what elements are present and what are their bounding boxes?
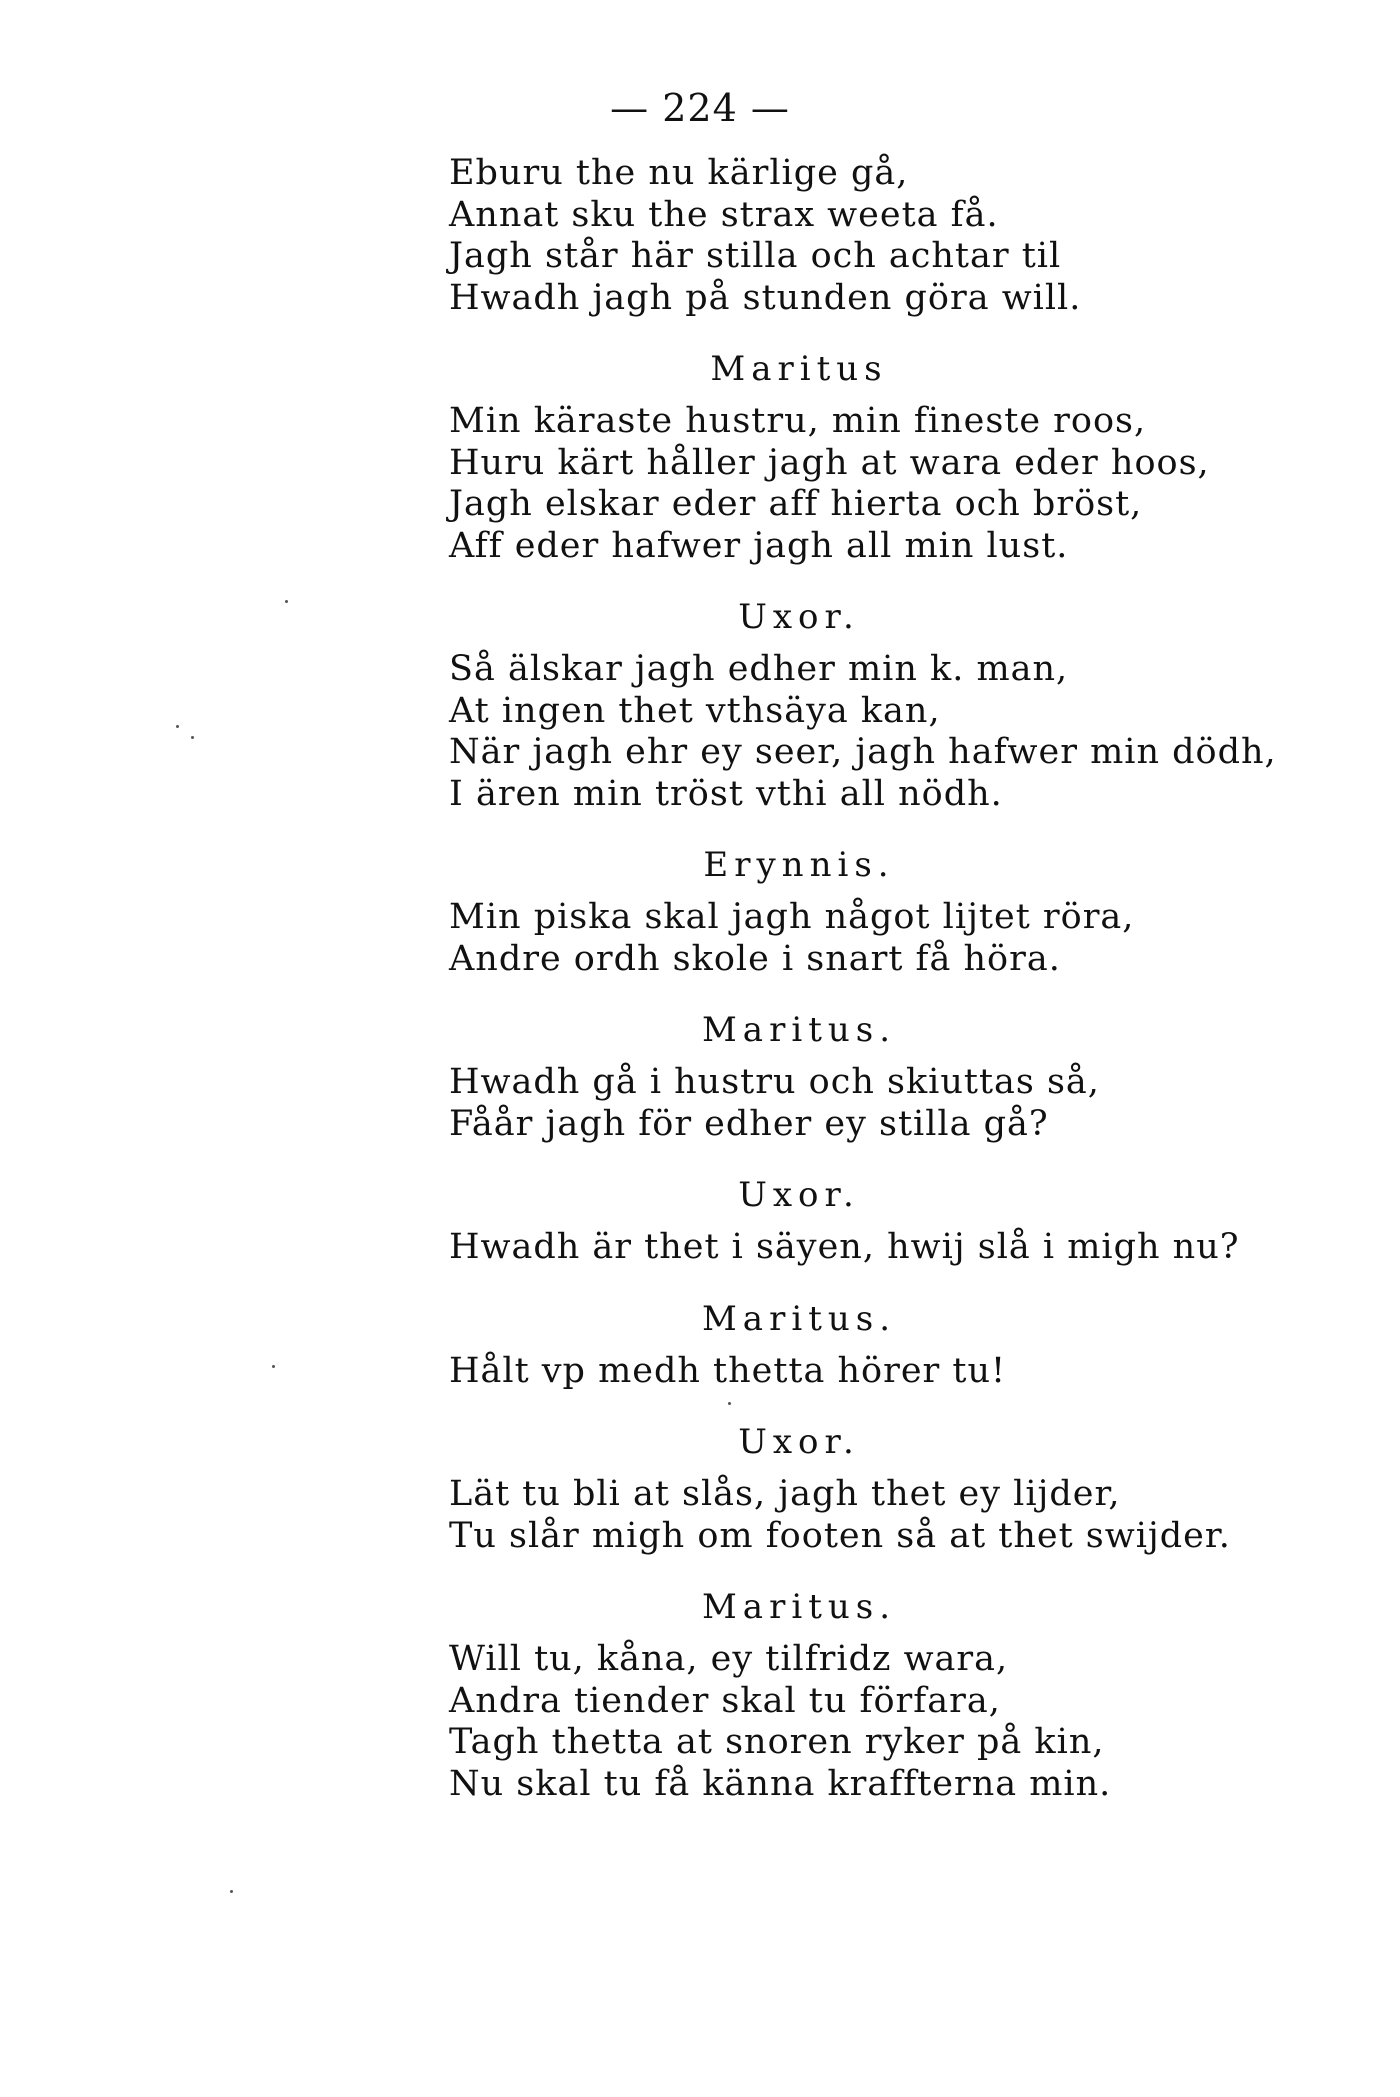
verse-line: Lät tu bli at slås, jagh thet ey lijder,: [449, 1474, 1121, 1514]
speaker-name: Maritus.: [701, 1587, 897, 1627]
verse-line: Hwadh gå i hustru och skiuttas så,: [449, 1062, 1100, 1102]
verse-line: At ingen thet vthsäya kan,: [449, 690, 941, 731]
verse-line: Will tu, kåna, ey tilfridz wara,: [449, 1639, 1009, 1679]
verse-line: Tu slår migh om footen så at thet swijder.: [449, 1515, 1231, 1556]
verse-line: Min käraste hustru, min fineste roos,: [449, 401, 1147, 441]
scan-speck: [285, 600, 288, 603]
speech-block: [449, 843, 1189, 980]
verse-line: Jagh elskar eder aff hierta och bröst,: [449, 484, 1143, 524]
scan-speck: [176, 725, 179, 728]
speech-block: [449, 595, 1277, 815]
scan-speck: [728, 1402, 731, 1405]
verse-line: Fåår jagh för edher ey stilla gå?: [449, 1103, 1049, 1144]
speaker-name: Uxor.: [738, 1175, 860, 1215]
poem-text: [449, 153, 1277, 1805]
verse-line: Så älskar jagh edher min k. man,: [449, 649, 1069, 689]
verse-line: Annat sku the strax weeta få.: [449, 194, 999, 235]
speech-block: [449, 1297, 1189, 1393]
verse-line: Aff eder hafwer jagh all min lust.: [449, 525, 1069, 566]
speech-block: [449, 1173, 1240, 1269]
speaker-name: Maritus: [710, 349, 888, 389]
verse-line: Tagh thetta at snoren ryker på kin,: [449, 1722, 1105, 1762]
scan-speck: [230, 1890, 233, 1893]
verse-line: När jagh ehr ey seer, jagh hafwer min dödh,: [449, 732, 1277, 772]
speaker-name: Maritus.: [701, 1298, 897, 1339]
speech-block: [449, 1008, 1189, 1145]
speaker-name: Maritus.: [701, 1010, 897, 1050]
speaker-name: Erynnis.: [703, 845, 895, 885]
speech-block: [449, 1420, 1231, 1557]
scan-speck: [191, 736, 194, 739]
scan-speck: [272, 1365, 275, 1368]
verse-line: Min piska skal jagh något lijtet röra,: [449, 897, 1135, 937]
verse-line: Andra tiender skal tu förfara,: [449, 1680, 1001, 1721]
speech-block: [449, 1585, 1189, 1805]
verse-line: Hwadh jagh på stunden göra will.: [449, 277, 1082, 318]
speech-block: [449, 347, 1210, 567]
verse-line: Jagh står här stilla och achtar til: [449, 236, 1062, 276]
speaker-name: Uxor.: [738, 597, 860, 637]
verse-line: Andre ordh skole i snart få höra.: [449, 938, 1061, 979]
verse-line: I ären min tröst vthi all nödh.: [449, 773, 1003, 814]
verse-line: Hålt vp medh thetta hörer tu!: [449, 1350, 1007, 1391]
verse-line: Huru kärt håller jagh at wara eder hoos,: [449, 442, 1210, 483]
verse-line: Eburu the nu kärlige gå,: [449, 153, 909, 193]
opening-stanza: [449, 153, 1189, 319]
speaker-name: Uxor.: [738, 1422, 860, 1462]
page-number: — 224 —: [610, 86, 790, 130]
verse-line: Nu skal tu få känna kraffterna min.: [449, 1763, 1112, 1804]
verse-line: Hwadh är thet i säyen, hwij slå i migh nu?: [449, 1227, 1240, 1267]
